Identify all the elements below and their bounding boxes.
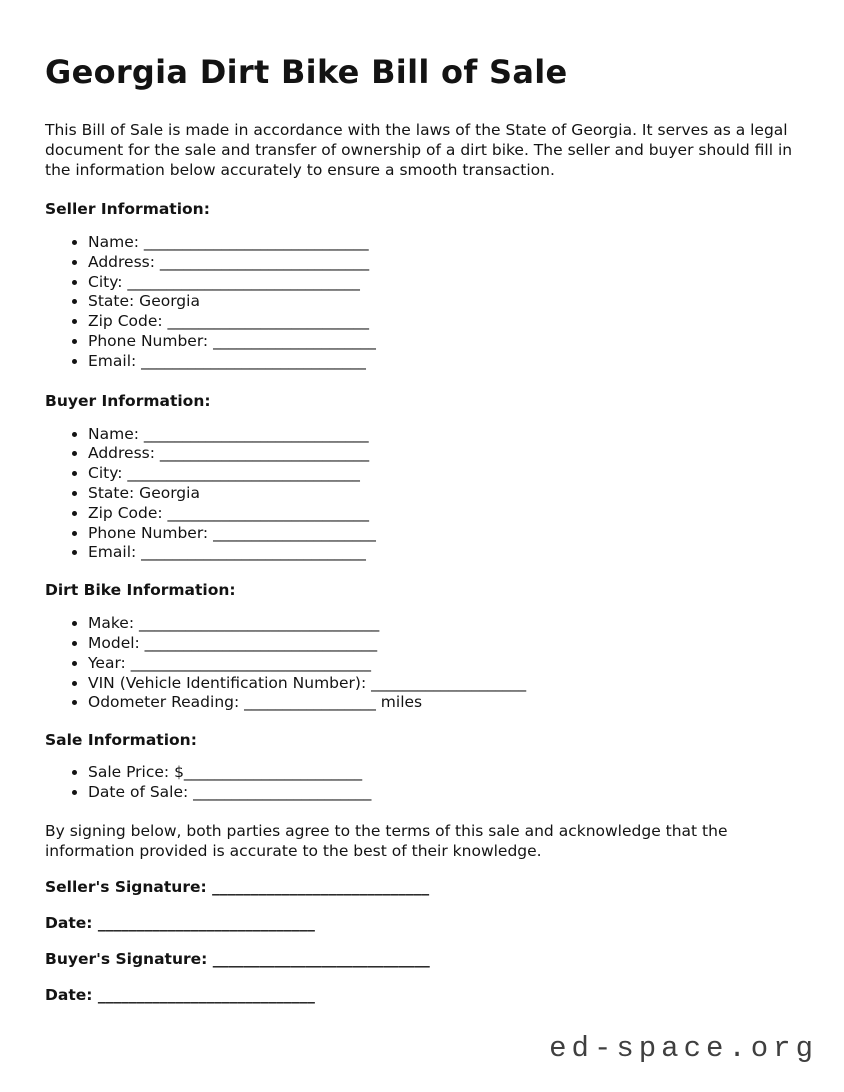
seller-name-field: • Name: _____________________________ [88, 233, 799, 253]
bike-year-field: • Year: _______________________________ [88, 654, 799, 674]
dirt-bike-information-list [45, 614, 799, 713]
buyer-phone-field: • Phone Number: _____________________ [88, 524, 799, 544]
buyer-name-field: • Name: _____________________________ [88, 425, 799, 445]
sale-information-list [45, 763, 799, 803]
seller-zip-field: • Zip Code: __________________________ [88, 312, 799, 332]
seller-phone-field: • Phone Number: _____________________ [88, 332, 799, 352]
buyer-email-field: • Email: _____________________________ [88, 543, 799, 563]
dirt-bike-information-heading: Dirt Bike Information: [45, 581, 236, 600]
seller-information-heading: Seller Information: [45, 200, 210, 218]
sale-information-heading: Sale Information: [45, 731, 197, 750]
buyer-signature-date-line: Date: ____________________________ [45, 985, 315, 1004]
bike-make-field: • Make: _______________________________ [88, 614, 799, 634]
seller-email-field: • Email: _____________________________ [88, 352, 799, 372]
seller-information-list [45, 233, 799, 372]
seller-state-field: • State: Georgia [88, 292, 799, 312]
buyer-city-field: • City: ______________________________ [88, 464, 799, 484]
bike-model-field: • Model: ______________________________ [88, 634, 799, 654]
buyer-address-field: • Address: ___________________________ [88, 444, 799, 464]
seller-city-field: • City: ______________________________ [88, 273, 799, 293]
seller-address-field: • Address: ___________________________ [88, 253, 799, 273]
buyer-information-heading: Buyer Information: [45, 391, 211, 410]
buyer-state-field: • State: Georgia [88, 484, 799, 504]
bike-vin-field: • VIN (Vehicle Identification Number): ____________________ [88, 674, 799, 694]
bike-odometer-field: • Odometer Reading: _________________ miles [88, 693, 799, 713]
sale-price-field: • Sale Price: $_______________________ [88, 763, 799, 783]
watermark-ed-space-org: ed-space.org [549, 1032, 818, 1065]
intro-paragraph: This Bill of Sale is made in accordance with the laws of the State of Georgia. It serves as a legal document for the sale and transfer of ownership of a dirt bike. The seller and buyer should fill in the information below accurately to ensure a smooth transaction. [45, 121, 793, 179]
buyer-signature-line: Buyer's Signature: ____________________________ [45, 949, 430, 968]
buyer-zip-field: • Zip Code: __________________________ [88, 504, 799, 524]
sale-date-field: • Date of Sale: _______________________ [88, 783, 799, 803]
agreement-paragraph: By signing below, both parties agree to the terms of this sale and acknowledge that the information provided is accurate to the best of their knowledge. [45, 821, 728, 860]
seller-signature-date-line: Date: ____________________________ [45, 913, 315, 932]
page-title: Georgia Dirt Bike Bill of Sale [45, 53, 568, 91]
buyer-information-list [45, 425, 799, 564]
seller-signature-line: Seller's Signature: ____________________________ [45, 877, 430, 896]
